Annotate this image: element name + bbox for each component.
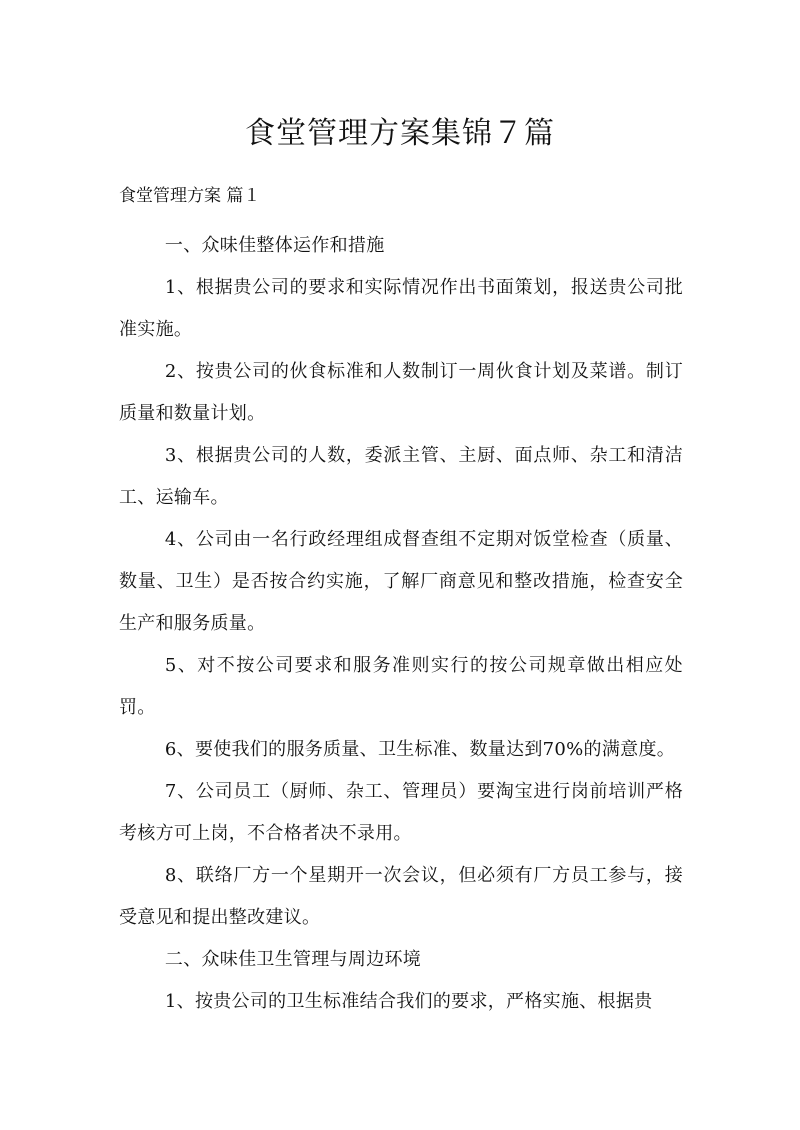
list-item: 7、公司员工（厨师、杂工、管理员）要淘宝进行岗前培训严格考核方可上岗，不合格者决不录用。 [119, 781, 683, 844]
list-item: 3、根据贵公司的人数，委派主管、主厨、面点师、杂工和清洁工、运输车。 [119, 445, 683, 508]
section-heading-1: 一、众味佳整体运作和措施 [164, 235, 385, 256]
list-item: 1、按贵公司的卫生标准结合我们的要求，严格实施、根据贵 [164, 991, 653, 1012]
list-item: 5、对不按公司要求和服务准则实行的按公司规章做出相应处罚。 [119, 655, 683, 718]
section-heading-2: 二、众味佳卫生管理与周边环境 [164, 949, 422, 970]
document-title: 食堂管理方案集锦７篇 [245, 116, 555, 151]
article-heading: 食堂管理方案 篇１ [119, 186, 261, 206]
list-item: 8、联络厂方一个星期开一次会议，但必须有厂方员工参与，接受意见和提出整改建议。 [119, 865, 683, 928]
list-item: 6、要使我们的服务质量、卫生标准、数量达到70%的满意度。 [164, 739, 676, 760]
list-item: 1、根据贵公司的要求和实际情况作出书面策划，报送贵公司批准实施。 [119, 277, 683, 340]
list-item: 4、公司由一名行政经理组成督查组不定期对饭堂检查（质量、数量、卫生）是否按合约实施，了解厂商意见和整改措施，检查安全生产和服务质量。 [119, 529, 683, 634]
document-body [119, 225, 683, 1023]
list-item: 2、按贵公司的伙食标准和人数制订一周伙食计划及菜谱。制订质量和数量计划。 [119, 361, 683, 424]
